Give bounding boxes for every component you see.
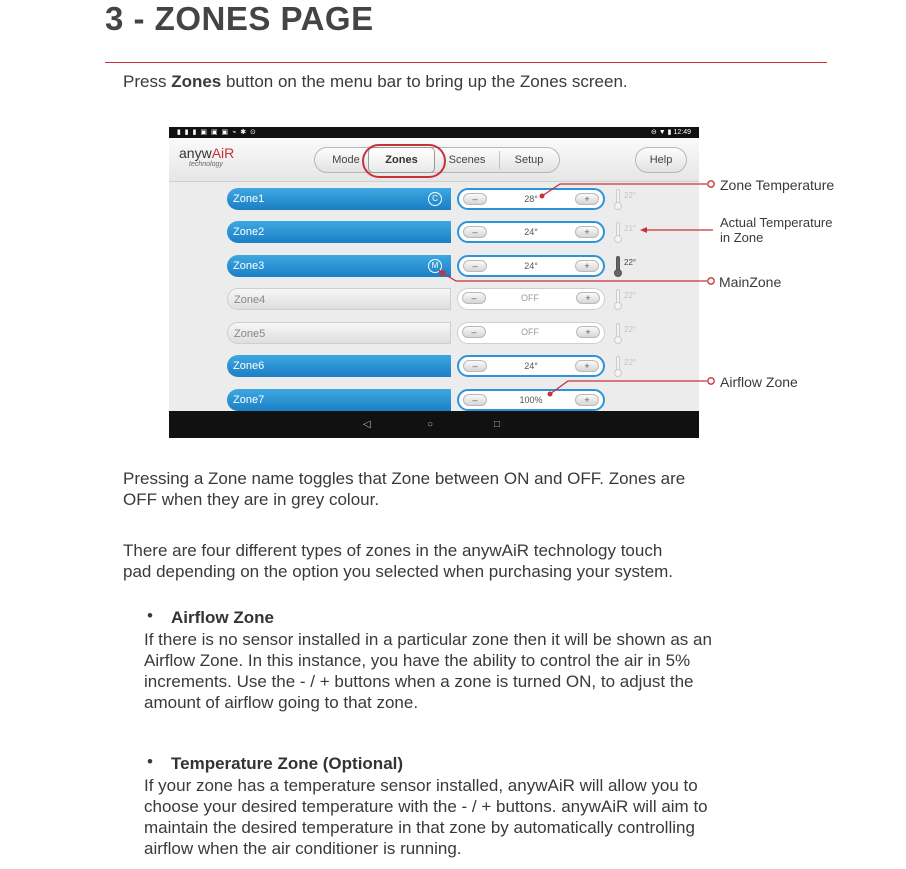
decrease-button[interactable]: – (462, 292, 486, 304)
toggle-paragraph: Pressing a Zone name toggles that Zone between ON and OFF. Zones are OFF when they are in grey colour. (123, 469, 686, 509)
zone-setpoint-value: 24° (524, 261, 538, 271)
actual-temperature: 22° (624, 325, 637, 334)
zones-highlight-circle (362, 144, 446, 178)
main-zone-icon: M (428, 259, 442, 273)
zones-bold-word: Zones (171, 72, 222, 91)
thermometer-icon (614, 323, 622, 343)
increase-button[interactable]: + (575, 360, 599, 372)
menu-divider (499, 151, 500, 169)
zone-name-button[interactable]: Zone3 (227, 255, 451, 277)
thermometer-icon (614, 189, 622, 209)
decrease-button[interactable]: – (463, 226, 487, 238)
increase-button[interactable]: + (576, 292, 600, 304)
tab-scenes[interactable]: Scenes (448, 154, 486, 166)
tab-setup[interactable]: Setup (514, 154, 544, 166)
title-rule (105, 62, 827, 63)
thermometer-icon (614, 289, 622, 309)
zone-setpoint-control (457, 288, 605, 310)
zone-row (169, 288, 699, 310)
increase-button[interactable]: + (575, 260, 599, 272)
airflow-zone-heading: Airflow Zone (171, 608, 274, 627)
actual-temperature: 22° (624, 358, 637, 367)
zone-setpoint-control (457, 221, 605, 243)
bullet-dot: • (147, 606, 153, 625)
actual-temperature: 21° (624, 224, 637, 233)
home-icon[interactable]: ○ (427, 419, 434, 430)
label-actual-temperature: Actual Temperature in Zone (720, 215, 833, 245)
decrease-button[interactable]: – (463, 394, 487, 406)
tab-mode[interactable]: Mode (332, 154, 360, 166)
zone-name-button[interactable]: Zone1 (227, 188, 451, 210)
tab-zones[interactable]: Zones (368, 147, 435, 173)
decrease-button[interactable]: – (462, 326, 486, 338)
thermometer-icon (614, 356, 622, 376)
zone-name-button[interactable]: Zone7 (227, 389, 451, 411)
temperature-zone-heading: Temperature Zone (Optional) (171, 754, 404, 773)
zone-temperature-end (708, 181, 714, 187)
zone-setpoint-control (457, 322, 605, 344)
zone-name-button[interactable]: Zone2 (227, 221, 451, 243)
actual-temperature: 22° (624, 258, 637, 267)
zone-name-button[interactable]: Zone6 (227, 355, 451, 377)
page-title: 3 - ZONES PAGE (105, 0, 374, 37)
zone-setpoint-value: OFF (521, 293, 539, 303)
zone-row (169, 255, 699, 277)
zone-setpoint-value: 100% (519, 395, 543, 405)
zone-setpoint-control (457, 188, 605, 210)
anywair-logo: anywAiR technology (179, 145, 235, 168)
bullet-dot: • (147, 752, 153, 771)
increase-button[interactable]: + (575, 193, 599, 205)
climate-zone-icon: C (428, 192, 442, 206)
android-nav-bar (169, 411, 699, 438)
zone-setpoint-value: 24° (524, 227, 538, 237)
thermometer-icon (614, 256, 622, 276)
intro-text: Press Zones button on the menu bar to bring up the Zones screen. (123, 72, 628, 91)
help-button[interactable]: Help (635, 147, 687, 173)
actual-temperature: 22° (624, 191, 637, 200)
decrease-button[interactable]: – (463, 193, 487, 205)
back-icon[interactable]: ◁ (363, 419, 371, 430)
zone-setpoint-value: 28° (524, 194, 538, 204)
zone-setpoint-control (457, 389, 605, 411)
zone-row (169, 322, 699, 344)
zone-row (169, 389, 699, 411)
label-airflow-zone: Airflow Zone (720, 374, 798, 390)
zone-setpoint-control (457, 355, 605, 377)
label-mainzone: MainZone (719, 274, 782, 290)
actual-temperature: 22° (624, 291, 637, 300)
zone-types-paragraph: There are four different types of zones in the anywAiR technology touch pad depending on the option you selected when purchasing your system. (123, 541, 674, 581)
airflow-zone-text: If there is no sensor installed in a particular zone then it will be shown as an Airflow Zone. In this instance, you have the ability to control the air in 5% increments. Use the - / + buttons when a zone is turned ON, to adjust the amount of airflow going to that zone. (144, 630, 712, 712)
increase-button[interactable]: + (575, 226, 599, 238)
zone-row (169, 188, 699, 210)
zone-row (169, 355, 699, 377)
airflow-zone-end (708, 378, 714, 384)
increase-button[interactable]: + (576, 326, 600, 338)
increase-button[interactable]: + (575, 394, 599, 406)
tablet-screenshot (169, 127, 699, 438)
status-clock: ⊖ ▼ ▮ 12:49 (651, 129, 691, 136)
zone-row (169, 221, 699, 243)
decrease-button[interactable]: – (463, 260, 487, 272)
status-bar (169, 127, 699, 138)
recent-apps-icon[interactable]: □ (494, 419, 501, 430)
zone-setpoint-value: OFF (521, 327, 539, 337)
zone-setpoint-control (457, 255, 605, 277)
zone-name-button[interactable]: Zone5 (227, 322, 451, 344)
label-zone-temperature: Zone Temperature (720, 177, 835, 193)
decrease-button[interactable]: – (463, 360, 487, 372)
zone-name-button[interactable]: Zone4 (227, 288, 451, 310)
thermometer-icon (614, 222, 622, 242)
zone-setpoint-value: 24° (524, 361, 538, 371)
status-icons: ▮ ▮ ▮ ▣ ▣ ▣ ⌁ ✱ ⊙ (177, 129, 257, 136)
temperature-zone-text: If your zone has a temperature sensor installed, anywAiR will allow you to choose your desired temperature with the - / + buttons. anywAiR will aim to maintain the desired temperature in that zone by automatically controlling airflow when the air conditioner is running. (144, 776, 708, 858)
mainzone-end (708, 278, 714, 284)
